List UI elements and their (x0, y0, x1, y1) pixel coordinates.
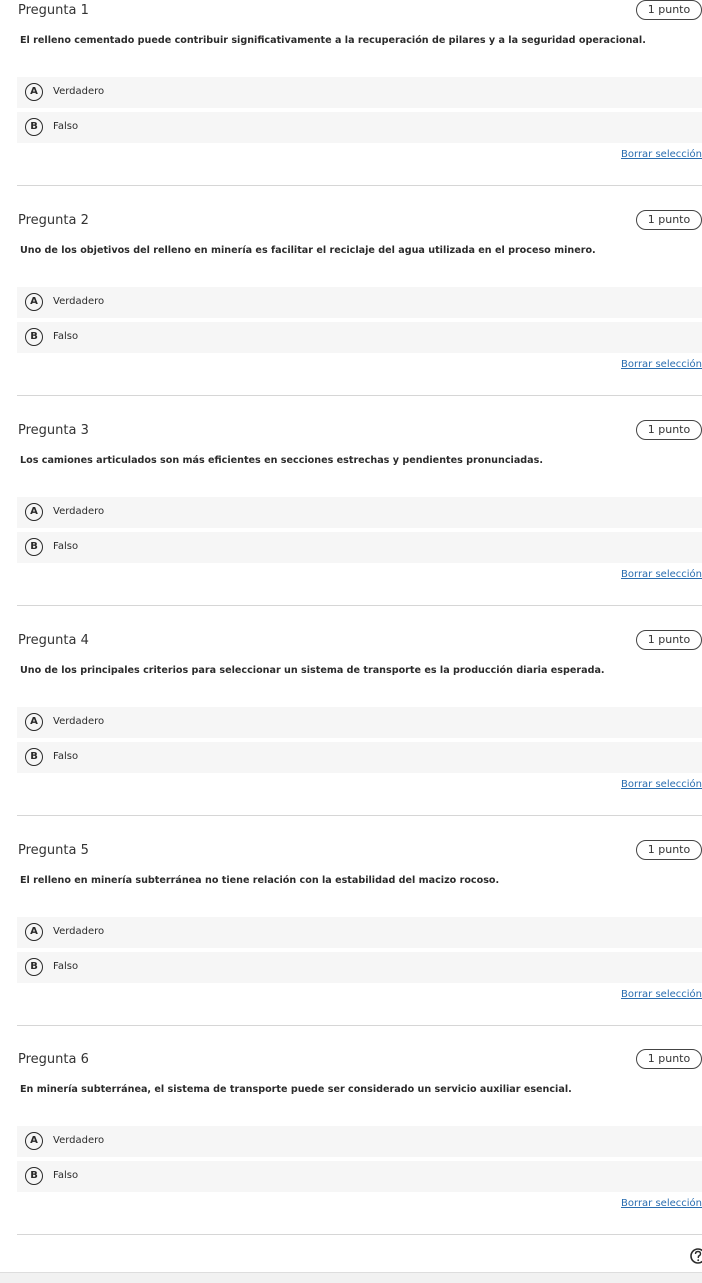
clear-selection-link[interactable]: Borrar selección (621, 779, 702, 790)
question-1 (0, 2, 702, 212)
option-label: Verdadero (53, 1135, 105, 1146)
option-letter: B (25, 1167, 43, 1185)
question-6 (0, 1051, 702, 1261)
question-2 (0, 212, 702, 422)
footer-bar (0, 1272, 702, 1283)
option-a[interactable] (17, 1126, 702, 1157)
points-badge: 1 punto (636, 210, 702, 230)
question-text: Uno de los principales criterios para seleccionar un sistema de transporte es la producción diaria esperada. (20, 665, 605, 676)
option-b[interactable] (17, 1161, 702, 1192)
divider (17, 395, 702, 396)
points-badge: 1 punto (636, 0, 702, 20)
option-letter: B (25, 328, 43, 346)
option-label: Falso (53, 1170, 79, 1181)
divider (17, 815, 702, 816)
question-text: El relleno en minería subterránea no tiene relación con la estabilidad del macizo rocoso. (20, 875, 500, 886)
option-b[interactable] (17, 112, 702, 143)
option-a[interactable] (17, 77, 702, 108)
clear-selection-link[interactable]: Borrar selección (621, 569, 702, 580)
option-label: Verdadero (53, 506, 105, 517)
option-label: Verdadero (53, 86, 105, 97)
option-a[interactable] (17, 707, 702, 738)
question-title: Pregunta 1 (18, 3, 89, 18)
points-badge: 1 punto (636, 630, 702, 650)
clear-selection-link[interactable]: Borrar selección (621, 359, 702, 370)
option-b[interactable] (17, 532, 702, 563)
clear-selection-link[interactable]: Borrar selección (621, 149, 702, 160)
option-label: Falso (53, 961, 79, 972)
question-text: El relleno cementado puede contribuir significativamente a la recuperación de pilares y a la seguridad operacional. (20, 35, 646, 46)
divider (17, 185, 702, 186)
points-badge: 1 punto (636, 420, 702, 440)
option-letter: A (25, 293, 43, 311)
option-letter: B (25, 748, 43, 766)
option-letter: A (25, 1132, 43, 1150)
divider (17, 605, 702, 606)
question-title: Pregunta 3 (18, 423, 89, 438)
option-letter: A (25, 923, 43, 941)
option-label: Falso (53, 751, 79, 762)
question-3 (0, 422, 702, 632)
clear-selection-link[interactable]: Borrar selección (621, 1198, 702, 1209)
question-4 (0, 632, 702, 842)
option-a[interactable] (17, 917, 702, 948)
option-label: Verdadero (53, 926, 105, 937)
question-5 (0, 842, 702, 1052)
option-letter: B (25, 118, 43, 136)
divider (17, 1234, 702, 1235)
question-text: Uno de los objetivos del relleno en minería es facilitar el reciclaje del agua utilizada en el proceso minero. (20, 245, 596, 256)
option-label: Falso (53, 331, 79, 342)
option-label: Verdadero (53, 296, 105, 307)
divider (17, 1025, 702, 1026)
question-title: Pregunta 5 (18, 843, 89, 858)
help-icon[interactable] (688, 1248, 702, 1264)
option-letter: B (25, 538, 43, 556)
option-b[interactable] (17, 952, 702, 983)
option-letter: A (25, 83, 43, 101)
option-b[interactable] (17, 322, 702, 353)
option-a[interactable] (17, 287, 702, 318)
option-b[interactable] (17, 742, 702, 773)
option-letter: A (25, 503, 43, 521)
option-a[interactable] (17, 497, 702, 528)
points-badge: 1 punto (636, 1049, 702, 1069)
question-title: Pregunta 2 (18, 213, 89, 228)
option-label: Falso (53, 121, 79, 132)
clear-selection-link[interactable]: Borrar selección (621, 989, 702, 1000)
option-letter: A (25, 713, 43, 731)
question-text: En minería subterránea, el sistema de transporte puede ser considerado un servicio auxiliar esencial. (20, 1084, 572, 1095)
option-label: Verdadero (53, 716, 105, 727)
option-letter: B (25, 958, 43, 976)
question-title: Pregunta 6 (18, 1052, 89, 1067)
option-label: Falso (53, 541, 79, 552)
points-badge: 1 punto (636, 840, 702, 860)
question-text: Los camiones articulados son más eficientes en secciones estrechas y pendientes pronunciadas. (20, 455, 543, 466)
question-title: Pregunta 4 (18, 633, 89, 648)
